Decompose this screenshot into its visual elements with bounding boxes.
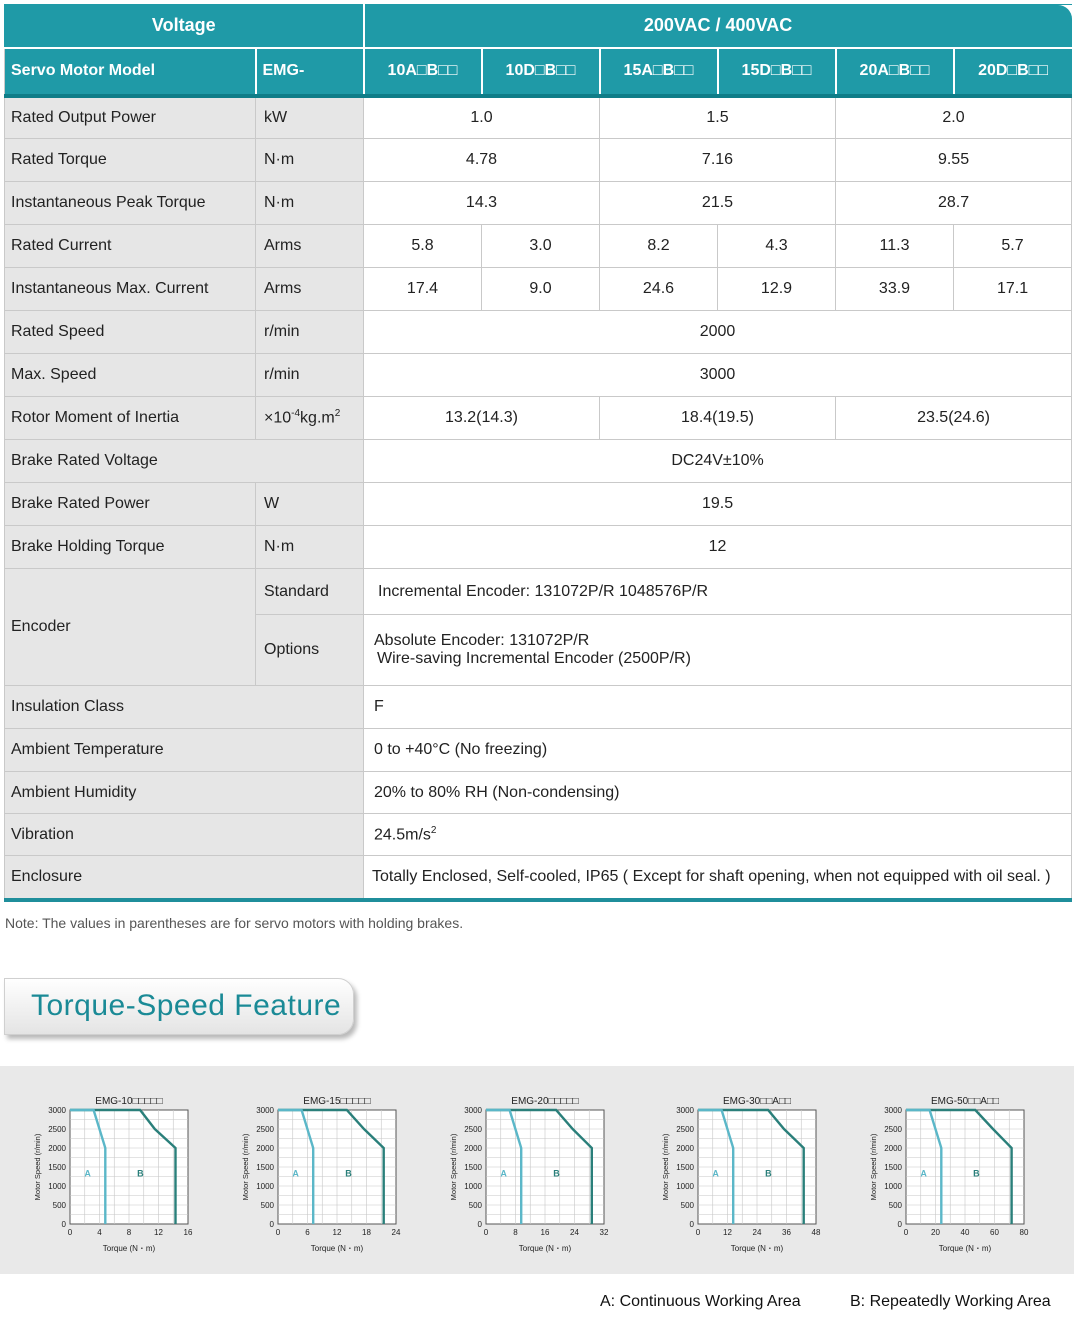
cell-value: 3000 xyxy=(364,354,1072,397)
x-tick-label: 4 xyxy=(97,1228,102,1237)
x-axis-label: Torque (N・m) xyxy=(518,1244,572,1253)
row-unit: Standard xyxy=(256,569,364,615)
note-text: Note: The values in parentheses are for servo motors with holding brakes. xyxy=(5,915,464,931)
cell-value: Incremental Encoder: 131072P/R 1048576P/R xyxy=(364,569,1072,615)
chart-title: EMG-10□□□□□ xyxy=(95,1096,163,1107)
row-unit: kW xyxy=(256,96,364,139)
model-20a: 20A□B□□ xyxy=(836,48,954,96)
row-label: Instantaneous Peak Torque xyxy=(5,182,256,225)
cell-value: 17.1 xyxy=(954,268,1072,311)
x-tick-label: 80 xyxy=(1019,1228,1029,1237)
y-tick-label: 2000 xyxy=(884,1144,902,1153)
area-label-b: B xyxy=(973,1168,980,1179)
y-tick-label: 1500 xyxy=(256,1163,274,1172)
x-tick-label: 20 xyxy=(931,1228,940,1237)
area-label-a: A xyxy=(292,1168,299,1179)
cell-value: 9.55 xyxy=(836,139,1072,182)
row-unit: N·m xyxy=(256,182,364,225)
table-row xyxy=(5,729,1072,772)
cell-value: 1.5 xyxy=(600,96,836,139)
row-label: Enclosure xyxy=(5,856,364,900)
row-label: Encoder xyxy=(5,569,256,686)
x-tick-label: 0 xyxy=(695,1228,701,1237)
row-label: Brake Rated Voltage xyxy=(5,440,364,483)
cell-value: 18.4(19.5) xyxy=(600,397,836,440)
y-tick-label: 3000 xyxy=(256,1106,274,1115)
y-tick-label: 500 xyxy=(52,1201,66,1210)
x-tick-label: 60 xyxy=(990,1228,999,1237)
y-tick-label: 3000 xyxy=(464,1106,482,1115)
model-10a: 10A□B□□ xyxy=(364,48,482,96)
x-tick-label: 18 xyxy=(362,1228,371,1237)
y-tick-label: 0 xyxy=(269,1220,274,1229)
x-tick-label: 8 xyxy=(126,1228,132,1237)
y-tick-label: 3000 xyxy=(884,1106,902,1115)
model-10d: 10D□B□□ xyxy=(482,48,600,96)
x-tick-label: 6 xyxy=(305,1228,310,1237)
chart-title: EMG-50□□A□□ xyxy=(930,1096,1000,1107)
cell-value: 13.2(14.3) xyxy=(364,397,600,440)
cell-value: 33.9 xyxy=(836,268,954,311)
spec-table xyxy=(4,4,1071,902)
row-unit: $\times 10^{-4}kg.m^2$ xyxy=(256,397,364,440)
x-tick-label: 0 xyxy=(483,1228,489,1237)
table-row xyxy=(5,814,1072,856)
row-label: Insulation Class xyxy=(5,686,364,729)
x-tick-label: 24 xyxy=(391,1228,401,1237)
x-tick-label: 24 xyxy=(752,1228,762,1237)
y-axis-label: Motor Speed (r/min) xyxy=(869,1133,878,1201)
cell-value: 9.0 xyxy=(482,268,600,311)
row-label: Brake Rated Power xyxy=(5,483,256,526)
y-tick-label: 1500 xyxy=(464,1163,482,1172)
cell-value: 12 xyxy=(364,526,1072,569)
y-tick-label: 2000 xyxy=(464,1144,482,1153)
y-tick-label: 0 xyxy=(61,1220,66,1229)
x-tick-label: 16 xyxy=(540,1228,550,1237)
y-axis-label: Motor Speed (r/min) xyxy=(33,1133,42,1201)
x-axis-label: Torque (N・m) xyxy=(310,1244,364,1253)
legend-repeated: B: Repeatedly Working Area xyxy=(850,1293,1051,1310)
x-tick-label: 8 xyxy=(513,1228,518,1237)
table-row xyxy=(5,526,1072,569)
y-tick-label: 2000 xyxy=(48,1144,66,1153)
encoder-option-1: Absolute Encoder: 131072P/R xyxy=(374,632,590,649)
cell-value: 4.78 xyxy=(364,139,600,182)
area-label-b: B xyxy=(345,1168,352,1179)
y-tick-label: 2000 xyxy=(256,1144,274,1153)
row-label: Brake Holding Torque xyxy=(5,526,256,569)
table-row xyxy=(5,354,1072,397)
model-20d: 20D□B□□ xyxy=(954,48,1072,96)
row-unit: W xyxy=(256,483,364,526)
table-row xyxy=(5,397,1072,440)
table-row xyxy=(5,483,1072,526)
x-tick-label: 36 xyxy=(782,1228,791,1237)
y-tick-label: 2500 xyxy=(676,1125,694,1134)
area-label-a: A xyxy=(500,1168,507,1179)
y-tick-label: 1000 xyxy=(48,1182,66,1191)
section-title: Torque-Speed Feature xyxy=(31,989,342,1022)
chart-title: EMG-20□□□□□ xyxy=(511,1096,579,1107)
table-row xyxy=(5,440,1072,483)
table-row xyxy=(5,772,1072,814)
cell-value: $24.5m/s^2$ xyxy=(364,814,1072,856)
y-tick-label: 3000 xyxy=(676,1106,694,1115)
area-label-a: A xyxy=(712,1168,719,1179)
y-tick-label: 1500 xyxy=(884,1163,902,1172)
cell-value: 21.5 xyxy=(600,182,836,225)
x-tick-label: 16 xyxy=(183,1228,193,1237)
cell-value: 5.8 xyxy=(364,225,482,268)
y-tick-label: 2500 xyxy=(884,1125,902,1134)
y-axis-label: Motor Speed (r/min) xyxy=(241,1133,250,1201)
cell-value: Totally Enclosed, Self-cooled, IP65 ( Except for shaft opening, when not equipped with oil seal. ) xyxy=(364,856,1072,900)
table-row xyxy=(5,139,1072,182)
y-tick-label: 0 xyxy=(689,1220,694,1229)
y-axis-label: Motor Speed (r/min) xyxy=(449,1133,458,1201)
cell-value: 2.0 xyxy=(836,96,1072,139)
area-label-a: A xyxy=(920,1168,927,1179)
table-row xyxy=(5,182,1072,225)
y-tick-label: 1000 xyxy=(256,1182,274,1191)
row-label: Rotor Moment of Inertia xyxy=(5,397,256,440)
row-unit: N·m xyxy=(256,526,364,569)
row-unit: r/min xyxy=(256,311,364,354)
y-tick-label: 2500 xyxy=(256,1125,274,1134)
cell-value: F xyxy=(364,686,1072,729)
x-tick-label: 32 xyxy=(599,1228,609,1237)
cell-value: 3.0 xyxy=(482,225,600,268)
model-15d: 15D□B□□ xyxy=(718,48,836,96)
cell-value: 12.9 xyxy=(718,268,836,311)
x-tick-label: 24 xyxy=(570,1228,579,1237)
x-tick-label: 0 xyxy=(903,1228,909,1237)
x-axis-label: Torque (N・m) xyxy=(102,1244,156,1253)
y-tick-label: 500 xyxy=(260,1201,274,1210)
x-tick-label: 48 xyxy=(811,1228,821,1237)
x-tick-label: 12 xyxy=(154,1228,163,1237)
table-row xyxy=(5,686,1072,729)
cell-value: 23.5(24.6) xyxy=(836,397,1072,440)
table-row xyxy=(5,569,1072,615)
row-label: Instantaneous Max. Current xyxy=(5,268,256,311)
torque-speed-chart xyxy=(658,1090,828,1260)
torque-speed-chart xyxy=(866,1090,1036,1260)
area-label-b: B xyxy=(137,1168,144,1179)
torque-speed-chart xyxy=(446,1090,616,1260)
row-label: Ambient Humidity xyxy=(5,772,364,814)
x-tick-label: 0 xyxy=(275,1228,281,1237)
row-label: Rated Output Power xyxy=(5,96,256,139)
voltage-value: 200VAC / 400VAC xyxy=(364,5,1072,48)
table-row xyxy=(5,268,1072,311)
cell-value: 0 to +40°C (No freezing) xyxy=(364,729,1072,772)
cell-value: 24.6 xyxy=(600,268,718,311)
x-tick-label: 0 xyxy=(67,1228,73,1237)
x-tick-label: 12 xyxy=(332,1228,342,1237)
model-15a: 15A□B□□ xyxy=(600,48,718,96)
chart-emg-50 xyxy=(866,1090,1036,1260)
y-tick-label: 500 xyxy=(468,1201,482,1210)
cell-value: 19.5 xyxy=(364,483,1072,526)
cell-value: 20% to 80% RH (Non-condensing) xyxy=(364,772,1072,814)
model-label: Servo Motor Model xyxy=(5,48,256,96)
row-unit: r/min xyxy=(256,354,364,397)
row-label: Rated Torque xyxy=(5,139,256,182)
x-axis-label: Torque (N・m) xyxy=(938,1244,992,1253)
cell-value: 2000 xyxy=(364,311,1072,354)
cell-value: DC24V±10% xyxy=(364,440,1072,483)
area-label-a: A xyxy=(84,1168,91,1179)
y-tick-label: 1000 xyxy=(884,1182,902,1191)
chart-title: EMG-30□□A□□ xyxy=(722,1096,792,1107)
y-tick-label: 2500 xyxy=(48,1125,66,1134)
y-tick-label: 500 xyxy=(680,1201,694,1210)
row-label: Rated Speed xyxy=(5,311,256,354)
cell-value xyxy=(364,615,1072,686)
row-unit: Arms xyxy=(256,268,364,311)
cell-value: 28.7 xyxy=(836,182,1072,225)
chart-emg-10 xyxy=(30,1090,200,1260)
chart-emg-15 xyxy=(238,1090,408,1260)
model-prefix: EMG- xyxy=(256,48,364,96)
chart-emg-30 xyxy=(658,1090,828,1260)
cell-value: 1.0 xyxy=(364,96,600,139)
table-row xyxy=(5,225,1072,268)
chart-emg-20 xyxy=(446,1090,616,1260)
table-row xyxy=(5,856,1072,900)
y-tick-label: 500 xyxy=(888,1201,902,1210)
cell-value: 5.7 xyxy=(954,225,1072,268)
table-row xyxy=(5,96,1072,139)
y-tick-label: 3000 xyxy=(48,1106,66,1115)
row-label: Vibration xyxy=(5,814,364,856)
cell-value: 7.16 xyxy=(600,139,836,182)
y-tick-label: 1000 xyxy=(676,1182,694,1191)
cell-value: 8.2 xyxy=(600,225,718,268)
cell-value: 4.3 xyxy=(718,225,836,268)
x-tick-label: 40 xyxy=(960,1228,970,1237)
torque-speed-chart xyxy=(30,1090,200,1260)
table-row xyxy=(5,311,1072,354)
x-axis-label: Torque (N・m) xyxy=(730,1244,784,1253)
y-axis-label: Motor Speed (r/min) xyxy=(661,1133,670,1201)
y-tick-label: 0 xyxy=(897,1220,902,1229)
cell-value: 11.3 xyxy=(836,225,954,268)
row-label: Max. Speed xyxy=(5,354,256,397)
chart-title: EMG-15□□□□□ xyxy=(303,1096,371,1107)
row-unit: Arms xyxy=(256,225,364,268)
y-tick-label: 1000 xyxy=(464,1182,482,1191)
x-tick-label: 12 xyxy=(723,1228,732,1237)
section-title-tab xyxy=(4,978,354,1035)
legend-continuous: A: Continuous Working Area xyxy=(600,1293,801,1310)
area-label-b: B xyxy=(765,1168,772,1179)
row-label: Rated Current xyxy=(5,225,256,268)
y-tick-label: 1500 xyxy=(676,1163,694,1172)
row-unit: Options xyxy=(256,615,364,686)
y-tick-label: 2500 xyxy=(464,1125,482,1134)
row-label: Ambient Temperature xyxy=(5,729,364,772)
voltage-label: Voltage xyxy=(5,5,364,48)
area-label-b: B xyxy=(553,1168,560,1179)
cell-value: 14.3 xyxy=(364,182,600,225)
y-tick-label: 0 xyxy=(477,1220,482,1229)
cell-value: 17.4 xyxy=(364,268,482,311)
torque-speed-chart xyxy=(238,1090,408,1260)
y-tick-label: 1500 xyxy=(48,1163,66,1172)
row-unit: N·m xyxy=(256,139,364,182)
encoder-option-2: Wire-saving Incremental Encoder (2500P/R) xyxy=(377,650,691,667)
y-tick-label: 2000 xyxy=(676,1144,694,1153)
